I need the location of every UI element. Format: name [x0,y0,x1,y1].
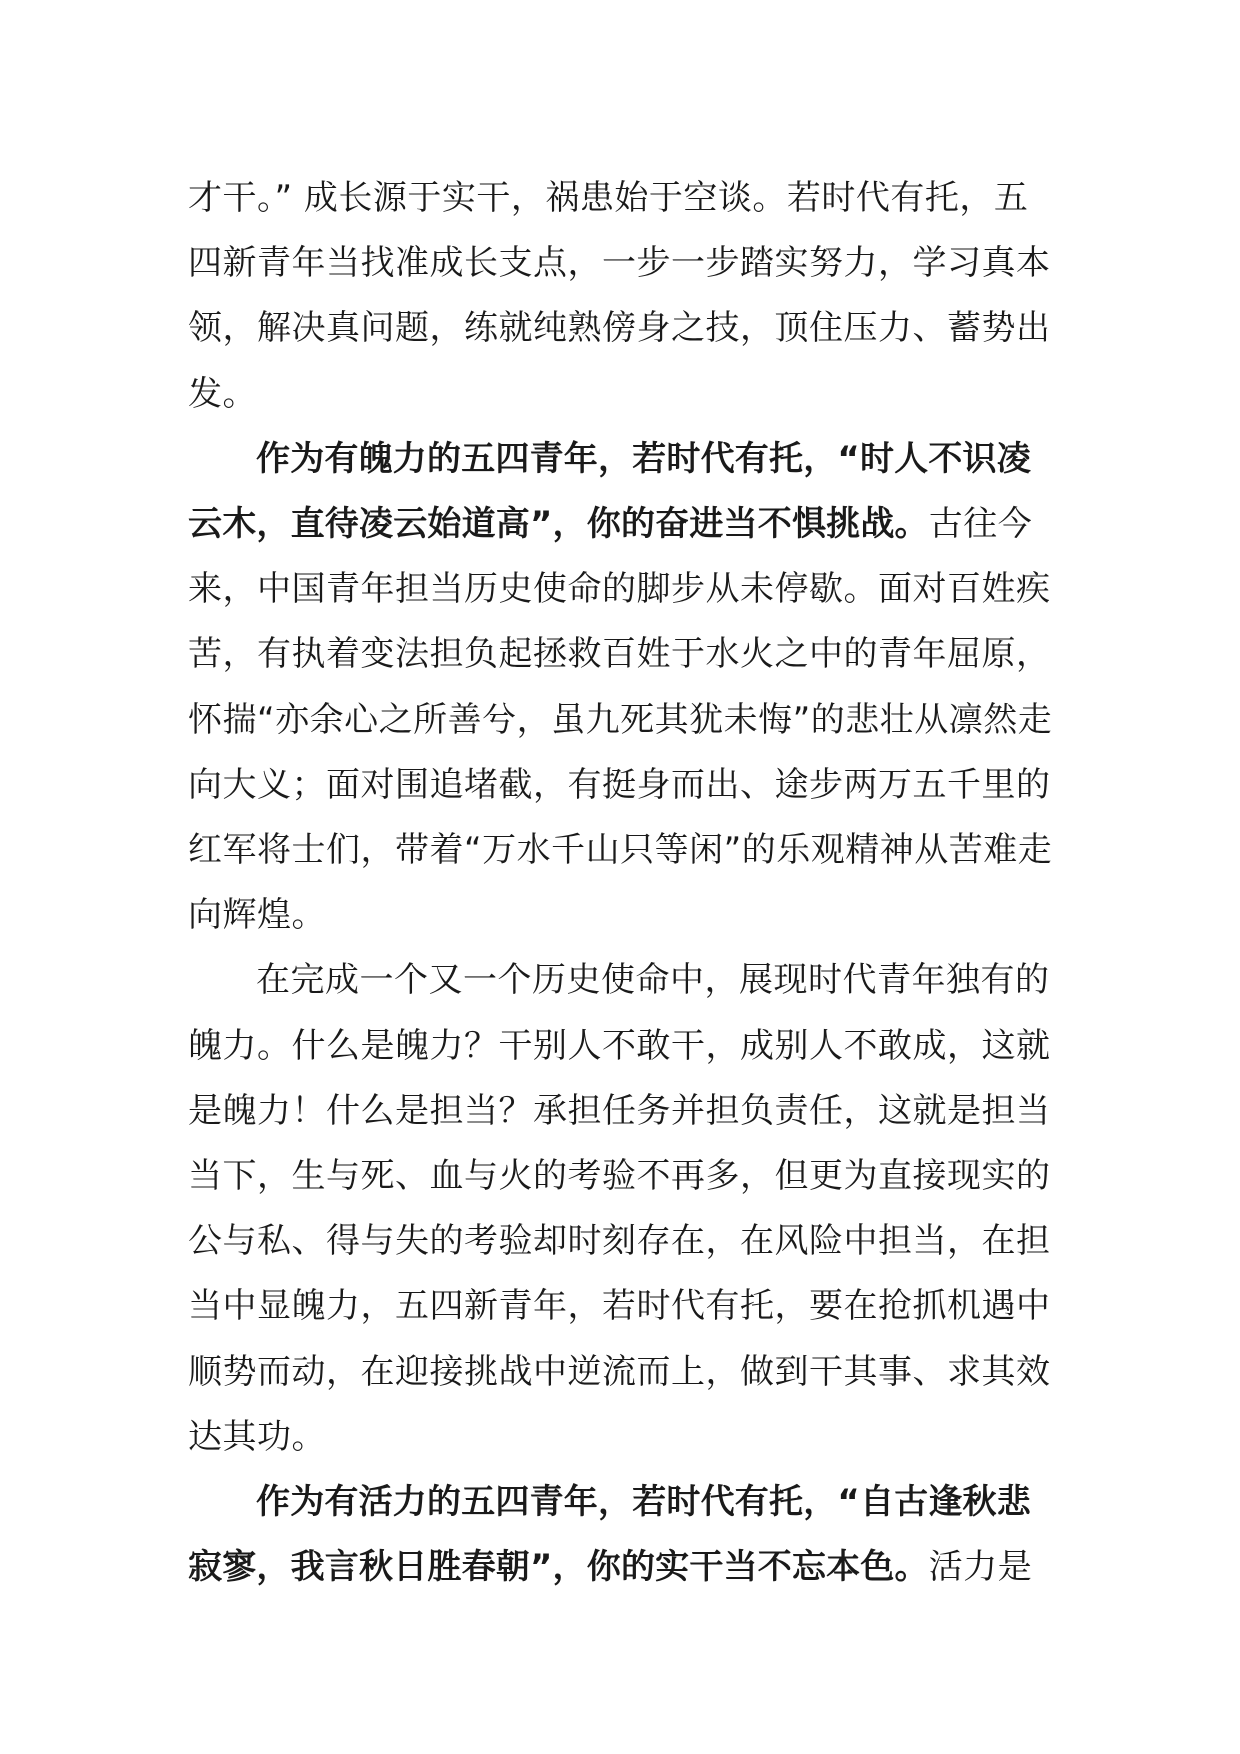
paragraph-4-text: 活力是 [928,1547,1033,1588]
paragraph-2-heading: 作为有魄力的五四青年，若时代有托，“时人不识凌云木，直待凌云始道高”，你的奋进当不惧挑战。 [188,438,1031,545]
paragraph-1 [188,166,1054,427]
paragraph-2-text: 古往今来，中国青年担当历史使命的脚步从未停歇。面对百姓疾苦，有执着变法担负起拯救百姓于水火之中的青年屈原，怀揣“亦余心之所善兮，虽九死其犹未悔”的悲壮从凛然走向大义；面对围追堵截，有挺身而出、途步两万五千里的红军将士们，带着“万水千山只等闲”的乐观精神从苦难走向辉煌。 [188,504,1053,936]
paragraph-4 [188,1470,1054,1600]
paragraph-3-text: 在完成一个又一个历史使命中，展现时代青年独有的魄力。什么是魄力？干别人不敢干，成别人不敢成，这就是魄力！什么是担当？承担任务并担负责任，这就是担当当下，生与死、血与火的考验不再多，但更为直接现实的公与私、得与失的考验却时刻存在，在风险中担当，在担当中显魄力，五四新青年，若时代有托，要在抢抓机遇中顺势而动，在迎接挑战中逆流而上，做到干其事、求其效达其功。 [188,960,1051,1457]
document-page [188,166,1054,1600]
paragraph-3 [188,948,1054,1470]
paragraph-2 [188,427,1054,949]
paragraph-1-text: 才干。” 成长源于实干，祸患始于空谈。若时代有托，五四新青年当找准成长支点，一步一步踏实努力，学习真本领，解决真问题，练就纯熟傍身之技，顶住压力、蓄势出发。 [188,178,1051,414]
paragraph-4-heading: 作为有活力的五四青年，若时代有托，“自古逢秋悲寂寥，我言秋日胜春朝”，你的实干当不忘本色。 [188,1482,1031,1588]
